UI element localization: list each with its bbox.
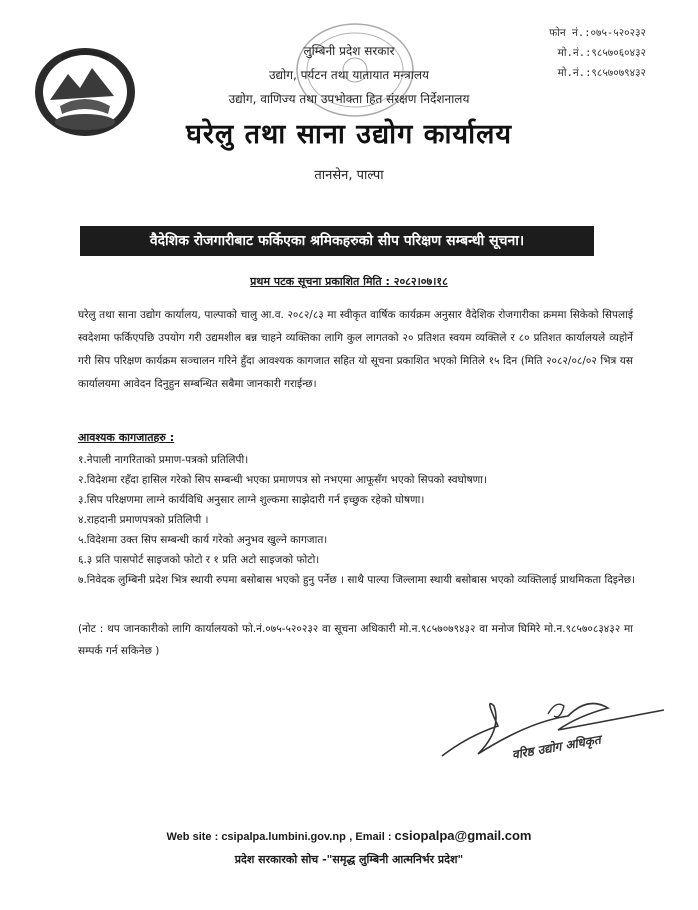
contact-note: (नोट : थप जानकारीको लागि कार्यालयको फो.नं.०७५-५२०२३२ वा सूचना अधिकारी मो.न.९८५७०७९४३२ वा मनोज घिमिरे मो.न.९८५७०८३४३२ मा सम्पर्क गर्न सकिनेछ ) bbox=[78, 623, 633, 657]
list-item: ५.विदेशमा उक्त सिप सम्बन्धी कार्य गरेको अनुभव खुल्ने कागजात। bbox=[78, 534, 328, 546]
published-date: प्रथम पटक सूचना प्रकाशित मिति : २०८२।०७।१८ bbox=[250, 275, 448, 288]
footer-slogan: प्रदेश सरकारको सोच -"समृद्ध लुम्बिनी आत्मनिर्भर प्रदेश" bbox=[234, 853, 464, 866]
signatory-title: वरिष्ठ उद्योग अधिकृत bbox=[510, 732, 602, 762]
office-name: घरेलु तथा साना उद्योग कार्यालय bbox=[185, 119, 513, 150]
phone-number: फोन नं.:०७५-५२०२३२ bbox=[549, 27, 646, 39]
header-ministry: उद्योग, पर्यटन तथा यातायात मन्त्रालय bbox=[268, 68, 429, 82]
header-directorate: उद्योग, वाणिज्य तथा उपभोक्ता हित संरक्षण निर्देशनालय bbox=[228, 92, 470, 106]
list-item: ३.सिप परिक्षणमा लाग्ने कार्यविधि अनुसार लाग्ने शुल्कमा साझेदारी गर्न इच्छुक रहेको घोषणा। bbox=[78, 494, 425, 506]
email-label: , Email : bbox=[349, 831, 395, 843]
header-province: लुम्बिनी प्रदेश सरकार bbox=[303, 44, 395, 58]
notice-body: घरेलु तथा साना उद्योग कार्यालय, पाल्पाको चालु आ.व. २०८२/८३ मा स्वीकृत वार्षिक कार्यक्रम अनुसार वैदेशिक रोजगारीका क्रममा सिकेको सिपलाई स्वदेशमा फर्किएपछि उपयोग गरी उद्यमशील बन्न चाहने व्यक्तिका लागि कुल लागतको २० प्रतिशत स्वयम व्यक्तिले र ८० प्रतिशत कार्यालयले व्यहोर्ने गरी सिप परिक्षण कार्यक्रम सञ्चालन गरिने हुँदा आवश्यक कागजात सहित यो सूचना प्रकाशित भएको मितिले १५ दिन (मिति २०८२/०८/०२ भित्र यस कार्यालयमा आवेदन दिनुहुन सम्बन्धित सबैमा जानकारी गराईन्छ। bbox=[78, 309, 633, 390]
list-item: ७.निवेदक लुम्बिनी प्रदेश भित्र स्थायी रुपमा बसोबास भएको हुनु पर्नेछ । साथै पाल्पा जिल्लामा स्थायी बसोबास भएको व्यक्तिलाई प्राथमिकता दिइनेछ। bbox=[78, 574, 636, 586]
list-item: २.विदेशमा रहँदा हासिल गरेको सिप सम्बन्धी भएका प्रमाणपत्र सो नभएमा आफूसँग भएको सिपको स्वघोषणा। bbox=[78, 474, 487, 486]
website-label: Web site : bbox=[166, 831, 222, 843]
list-item: १.नेपाली नागरिताको प्रमाण-पत्रको प्रतिलिपी। bbox=[78, 454, 249, 466]
requirements-list bbox=[78, 450, 638, 590]
list-item: ४.राहदानी प्रमाणपत्रको प्रतिलिपी । bbox=[78, 514, 209, 526]
email-link[interactable]: csiopalpa@gmail.com bbox=[394, 828, 532, 843]
mobile-number: मो.नं.:९८५७०७९४३२ bbox=[557, 67, 646, 79]
requirements-heading: आवश्यक कागजातहरु : bbox=[78, 431, 175, 444]
mobile-number: मो.नं.:९८५७०६०४३२ bbox=[557, 47, 646, 59]
website-link[interactable]: csipalpa.lumbini.gov.np bbox=[221, 831, 346, 843]
office-location: तानसेन, पाल्पा bbox=[314, 168, 384, 183]
footer-contact bbox=[0, 828, 698, 843]
notice-title: वैदेशिक रोजगारीबाट फर्किएका श्रमिकहरुको सीप परिक्षण सम्बन्धी सूचना। bbox=[80, 226, 594, 256]
list-item: ६.३ प्रति पासपोर्ट साइजको फोटो र १ प्रति अटो साइजको फोटो। bbox=[78, 554, 320, 566]
